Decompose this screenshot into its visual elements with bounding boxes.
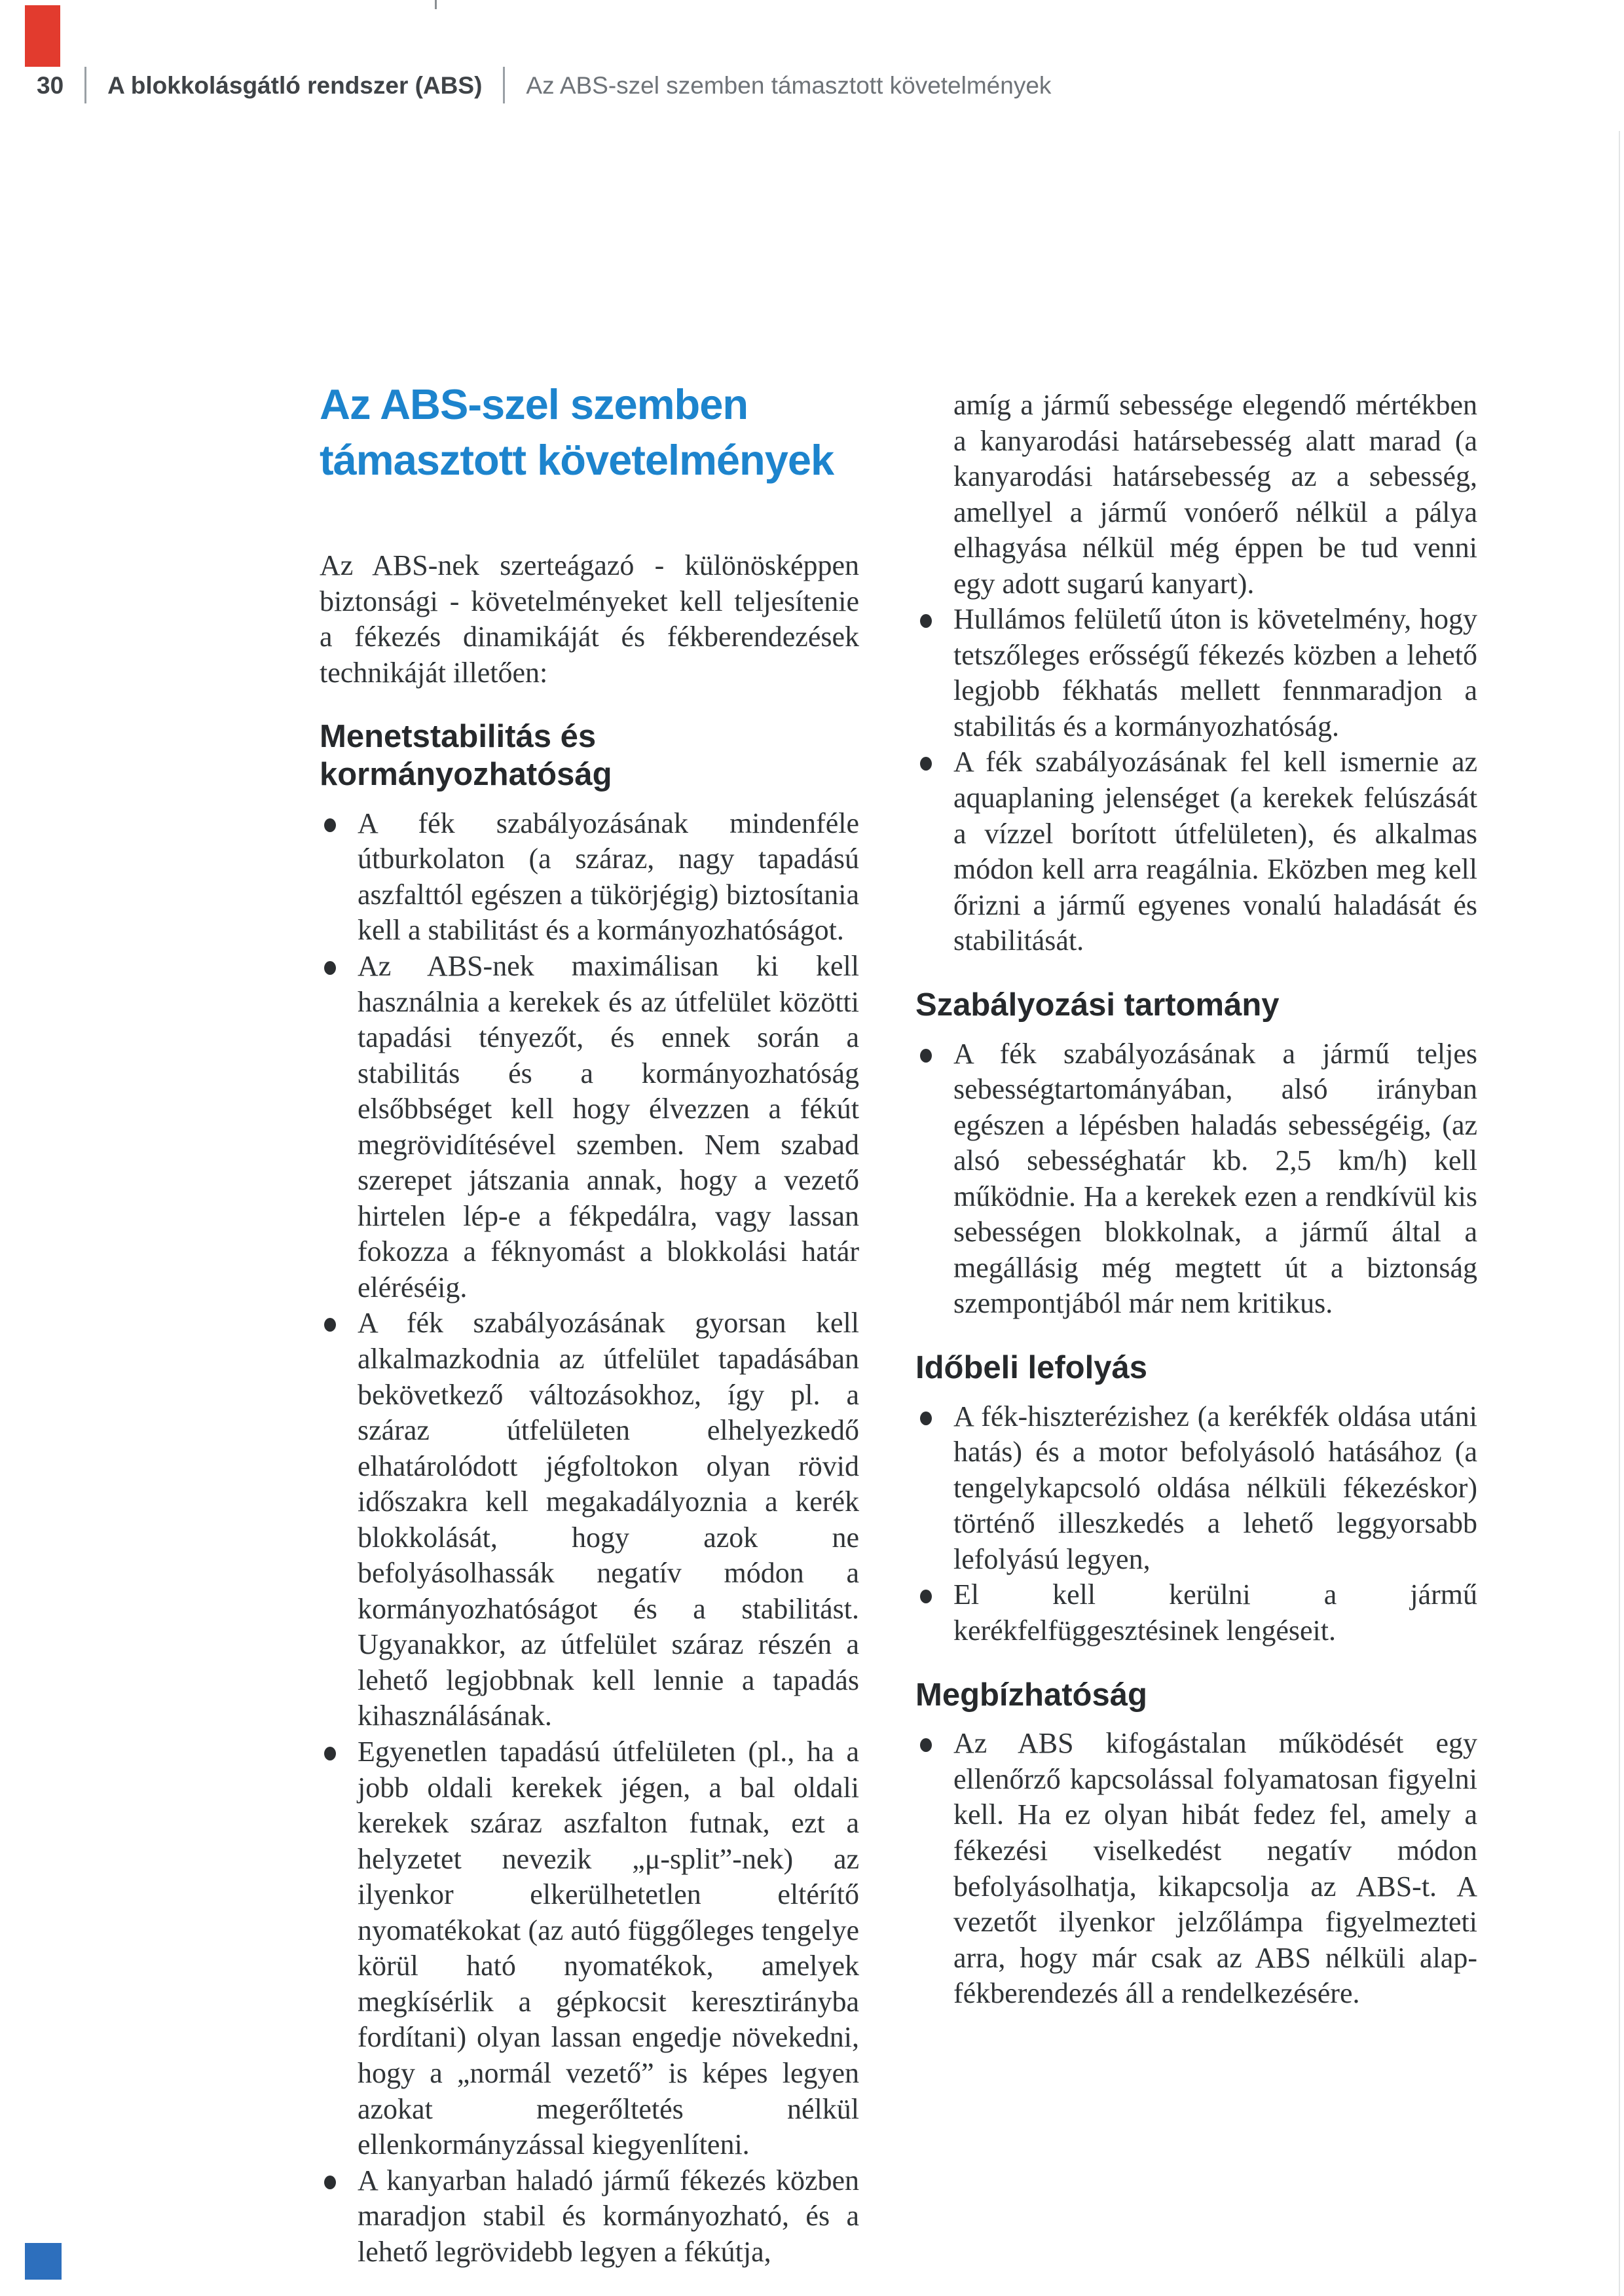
- left-column: [320, 377, 859, 2270]
- intro-paragraph: Az ABS-nek szerteágazó - különösképpen biztonsági - követelményeket kell teljesítenie a fékezés dinamikáját és fékberendezések technikáját illetően:: [320, 549, 859, 689]
- list-item: A fék szabályozásának mindenféle útburkolaton (a száraz, nagy tapadású aszfalttól egészen a tükörjégig) biztosítania kell a stabilitást és a kormányozhatóságot.: [320, 806, 859, 949]
- page-number: 30: [37, 71, 64, 99]
- chapter-title: A blokkolásgátló rendszer (ABS): [107, 71, 483, 99]
- right-column: [915, 388, 1477, 2012]
- list-item: A fék szabályozásának a jármű teljes sebességtartományában, alsó irányban egészen a lépésben haladás sebességéig, (az alsó sebességhatár kb. 2,5 km/h) kell működnie. Ha a kerekek ezen a rendkívül kis sebességen blokkolnak, a jármű által a megállásig még megtett út a biztonság szempontjából már nem kritikus.: [915, 1036, 1477, 1322]
- heading-menetstabilitas: Menetstabilitás és kormányozhatóság: [320, 719, 612, 792]
- heading-megbizhatosag: Megbízhatóság: [915, 1677, 1147, 1713]
- heading-idobeli-lefolyas: Időbeli lefolyás: [915, 1349, 1147, 1385]
- heading-szabalyozasi-tartomany: Szabályozási tartomány: [915, 987, 1280, 1023]
- list-item: A kanyarban haladó jármű fékezés közben maradjon stabil és kormányozható, és a lehető legrövidebb legyen a fékútja,: [320, 2163, 859, 2270]
- bullet-list-reliability: [915, 1726, 1477, 2011]
- list-item: Az ABS-nek maximálisan ki kell használnia a kerekek és az útfelület közötti tapadási tényezőt, és ennek során a stabilitás és a kormányozhatóság elsőbbséget kell hogy élvezzen a fékút megrövidítésével szemben. Nem szabad szerepet játszania annak, hogy a vezető hirtelen lép-e a fékpedálra, vagy lassan fokozza a féknyomást a blokkolási határ eléréséig.: [320, 949, 859, 1305]
- list-item: Az ABS kifogástalan működését egy ellenőrző kapcsolással folyamatosan figyelni kell. Ha ez olyan hibát fedez fel, amely a fékezési viselkedést negatív módon befolyásolhatja, kikapcsolja az ABS-t. A vezetőt ilyenkor jelzőlámpa figyelmezteti arra, hogy már csak az ABS nélküli alap-fékberendezés áll a rendelkezésére.: [915, 1726, 1477, 2011]
- scan-edge-line: [1619, 131, 1620, 2296]
- bullet-list-regulation: [915, 1036, 1477, 1322]
- list-item: El kell kerülni a jármű kerékfelfüggesztésinek lengéseit.: [915, 1577, 1477, 1649]
- list-item: Egyenetlen tapadású útfelületen (pl., ha a jobb oldali kerekek jégen, a bal oldali kerekek száraz aszfalton futnak, ezt a helyzetet nevezik „μ-split”-nek) az ilyenkor elkerülhetetlen eltérítő nyomatékokat (az autó függőleges tengelye körül ható nyomatékok, amelyek megkísérlik a gépkocsit keresztirányba fordítani) olyan lassan engedje növekedni, hogy a „normál vezető” is képes legyen azokat megerőltetés nélkül ellenkormányzással kiegyenlíteni.: [320, 1734, 859, 2163]
- list-item: A fék szabályozásának gyorsan kell alkalmazkodnia az útfelület tapadásában bekövetkező változásokhoz, így pl. a száraz útfelületen elhelyezkedő elhatárolódott jégfoltokon olyan rövid időszakra kell megakadályoznia a kerék blokkolását, hogy azok ne befolyásolhassák negatív módon a kormányozhatóságot és a stabilitást. Ugyanakkor, az útfelület száraz részén a lehető legjobbnak kell lennie a tapadás kihasználásának.: [320, 1305, 859, 1734]
- crop-mark: [435, 0, 437, 9]
- scan-corner-mark-top: [25, 5, 60, 67]
- bullet-list-timing: [915, 1399, 1477, 1649]
- list-item: A fék-hiszterézishez (a kerékfék oldása utáni hatás) és a motor befolyásoló hatásához (a tengelykapcsoló oldása nélküli fékezéskor) történő illeszkedés a lehető leggyorsabb lefolyású legyen,: [915, 1399, 1477, 1578]
- header-divider: [503, 67, 505, 103]
- running-header: [37, 67, 1051, 103]
- list-item: A fék szabályozásának fel kell ismernie az aquaplaning jelenséget (a kerekek felúszását a vízzel borított útfelületen), és alkalmas módon kell arra reagálnia. Eközben meg kell őrizni a jármű egyenes vonalú haladását és stabilitását.: [915, 744, 1477, 958]
- header-divider: [84, 67, 86, 103]
- list-item: Hullámos felületű úton is követelmény, hogy tetszőleges erősségű fékezés közben a lehető legjobb fékhatás mellett fennmaradjon a stabilitás és a kormányozhatóság.: [915, 602, 1477, 744]
- section-title: Az ABS-szel szemben támasztott követelmények: [526, 71, 1052, 99]
- bullet-continuation: amíg a jármű sebessége elegendő mértékben a kanyarodási határsebesség alatt marad (a kanyarodási határsebesség az a sebesség, amellyel a jármű vonóerő nélkül a pálya elhagyása nélkül még éppen be tud venni egy adott sugarú kanyart).: [953, 389, 1477, 600]
- bullet-list-stability-cont: [915, 602, 1477, 958]
- bullet-list-stability: [320, 806, 859, 2270]
- scan-corner-mark-bottom: [25, 2243, 62, 2280]
- article-title: Az ABS-szel szemben támasztott követelmények: [320, 380, 834, 484]
